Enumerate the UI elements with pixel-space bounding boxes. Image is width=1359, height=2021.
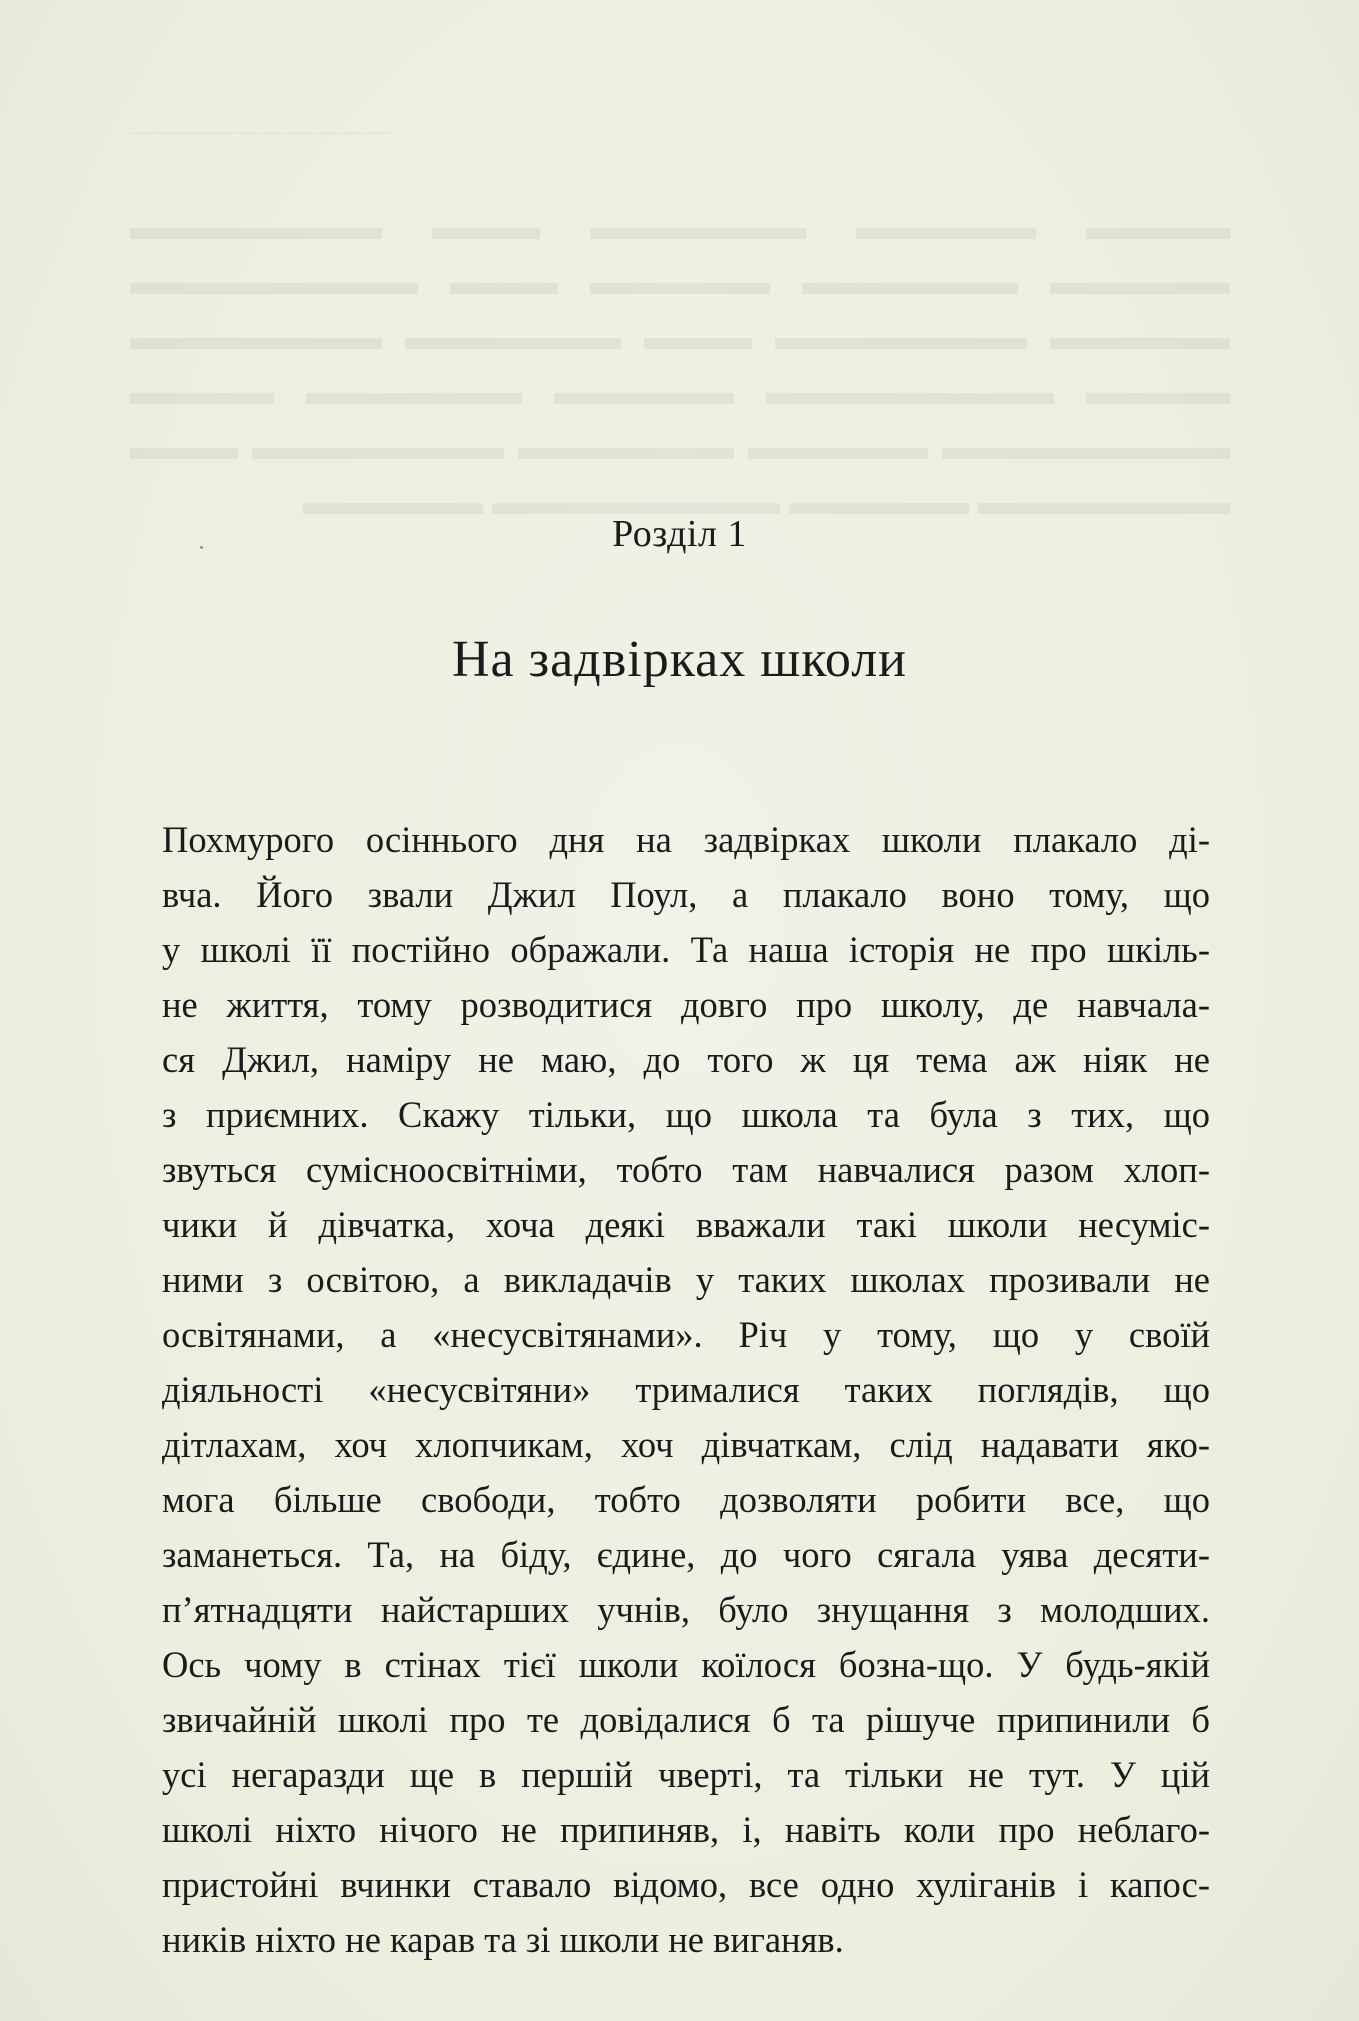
text-line: освітянами, а «несусвітянами». Річ у тому, що у своїй [162, 1314, 1210, 1355]
text-line: з приємних. Скажу тільки, що школа та була з тих, що [162, 1094, 1210, 1135]
reverse-page-bleed-through: —————————— ▬▬▬▬ ▬▬▬▬▬ ▬▬▬▬▬▬ ▬▬▬ ▬▬▬▬▬▬▬ ▬▬▬▬▬ ▬▬▬▬▬▬ ▬▬▬▬▬ ▬▬▬ ▬▬▬▬▬▬▬▬ ▬▬▬▬▬ ▬▬▬▬▬▬▬ ▬▬▬ ▬▬▬▬▬▬ ▬▬▬▬▬▬▬ ▬▬▬▬ ▬▬▬▬▬▬▬▬ ▬▬▬▬▬ ▬▬▬▬▬▬ ▬▬▬▬ ▬▬▬▬▬▬▬▬ ▬▬▬▬▬ ▬▬▬▬▬▬ ▬▬▬▬▬▬▬ ▬▬▬ ▬▬▬▬▬▬▬ ▬▬▬▬▬ ▬▬▬▬▬▬▬▬ ▬▬▬▬▬ [130, 119, 1230, 522]
text-line: вча. Його звали Джил Поул, а плакало воно тому, що [162, 874, 1210, 915]
text-line: п’ятнадцяти найстарших учнів, було знущання з молодших. [162, 1589, 1210, 1630]
text-line: звуться сумісноосвітніми, тобто там навчалися разом хлоп- [162, 1149, 1210, 1190]
text-line: дітлахам, хоч хлопчикам, хоч дівчаткам, слід надавати яко- [162, 1424, 1210, 1465]
chapter-body [162, 812, 1210, 1967]
text-line: усі негаразди ще в першій чверті, та тільки не тут. У цій [162, 1754, 1210, 1795]
text-line: чики й дівчатка, хоча деякі вважали такі школи несуміс- [162, 1204, 1210, 1245]
chapter-number: Розділ 1 [612, 513, 747, 555]
text-line: у школі її постійно ображали. Та наша історія не про шкіль- [162, 929, 1210, 970]
text-line: ними з освітою, а викладачів у таких школах прозивали не [162, 1259, 1210, 1300]
text-line: мога більше свободи, тобто дозволяти робити все, що [162, 1479, 1210, 1520]
text-line: пристойні вчинки ставало відомо, все одно хуліганів і капос- [162, 1864, 1210, 1905]
text-line: Ось чому в стінах тієї школи коїлося бозна-що. У будь-якій [162, 1644, 1210, 1685]
chapter-title: На задвірках школи [451, 631, 908, 688]
text-line: Похмурого осіннього дня на задвірках школи плакало ді- [162, 819, 1210, 860]
text-line-last: ників ніхто не карав та зі школи не виганяв. [162, 1919, 844, 1960]
text-line: звичайній школі про те довідалися б та рішуче припинили б [162, 1699, 1210, 1740]
text-line: ся Джил, наміру не маю, до того ж ця тема аж ніяк не [162, 1039, 1210, 1080]
text-line: не життя, тому розводитися довго про школу, де навчала- [162, 984, 1210, 1025]
text-line: школі ніхто нічого не припиняв, і, навіть коли про неблаго- [162, 1809, 1210, 1850]
text-line: заманеться. Та, на біду, єдине, до чого сягала уява десяти- [162, 1534, 1210, 1575]
text-line: діяльності «несусвітяни» трималися таких поглядів, що [162, 1369, 1210, 1410]
